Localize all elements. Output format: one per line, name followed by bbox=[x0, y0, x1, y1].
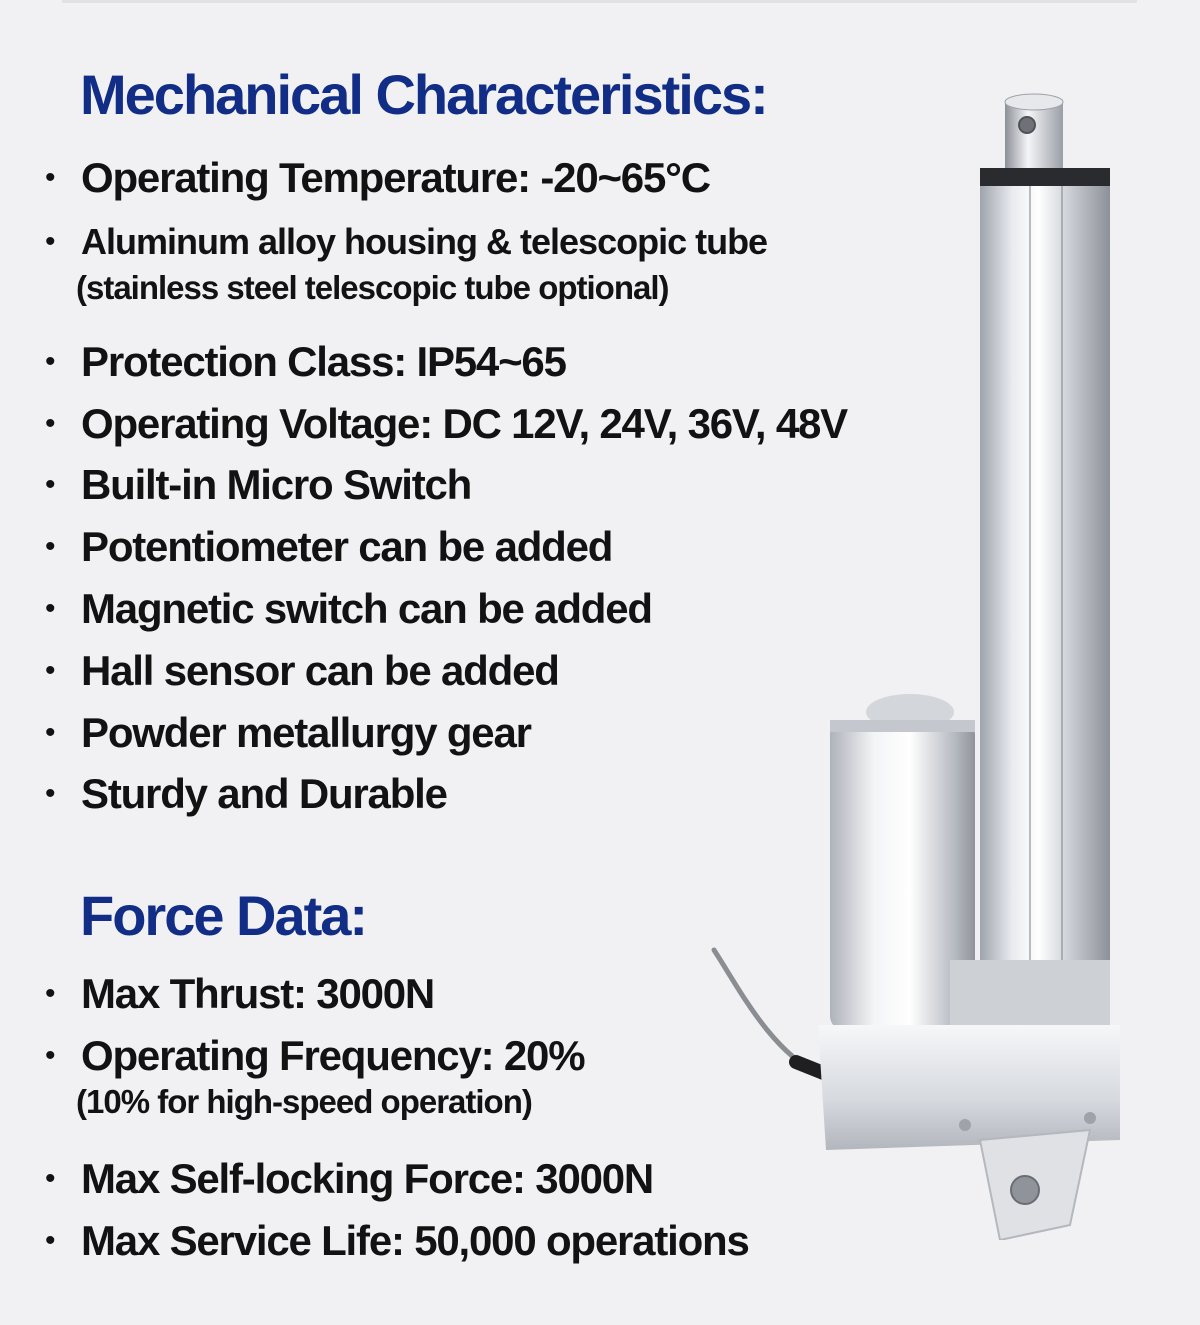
mechanical-heading: Mechanical Characteristics: bbox=[80, 63, 767, 126]
mechanical-item-protection bbox=[45, 340, 566, 384]
item-text: Operating Voltage: DC 12V, 24V, 36V, 48V bbox=[81, 400, 847, 447]
mechanical-item-hall-sensor bbox=[45, 649, 559, 693]
bullet: • bbox=[45, 407, 56, 440]
mechanical-item-temperature bbox=[45, 156, 710, 200]
mechanical-item-magnetic-switch bbox=[45, 587, 652, 631]
bullet: • bbox=[45, 777, 56, 810]
force-item-self-locking bbox=[45, 1157, 653, 1201]
mechanical-item-potentiometer bbox=[45, 525, 612, 569]
mechanical-item-durable bbox=[45, 772, 447, 816]
item-text: Max Self-locking Force: 3000N bbox=[81, 1155, 654, 1202]
item-text: Protection Class: IP54~65 bbox=[81, 338, 566, 385]
outer-tube bbox=[980, 168, 1110, 1026]
bullet: • bbox=[45, 1224, 56, 1257]
bullet: • bbox=[45, 1162, 56, 1195]
item-text: Max Service Life: 50,000 operations bbox=[81, 1217, 749, 1264]
bullet: • bbox=[45, 345, 56, 378]
mechanical-item-housing bbox=[45, 220, 767, 308]
item-text: Built-in Micro Switch bbox=[81, 461, 472, 508]
bullet: • bbox=[45, 654, 56, 687]
linear-actuator-photo bbox=[700, 90, 1140, 1240]
bullet: • bbox=[45, 592, 56, 625]
bullet: • bbox=[45, 530, 56, 563]
force-item-frequency bbox=[45, 1034, 584, 1122]
item-text: Powder metallurgy gear bbox=[81, 709, 531, 756]
item-text: Hall sensor can be added bbox=[81, 647, 559, 694]
force-item-service-life bbox=[45, 1219, 749, 1263]
bullet: • bbox=[45, 161, 56, 194]
top-divider bbox=[62, 0, 1137, 3]
mechanical-item-gear bbox=[45, 711, 531, 755]
item-text: Operating Frequency: 20% bbox=[81, 1032, 585, 1079]
bullet: • bbox=[45, 225, 56, 258]
item-text: Sturdy and Durable bbox=[81, 770, 447, 817]
item-text: Aluminum alloy housing & telescopic tube bbox=[81, 221, 768, 262]
item-text: Max Thrust: 3000N bbox=[81, 970, 435, 1017]
force-item-max-thrust bbox=[45, 972, 434, 1016]
item-subnote: (stainless steel telescopic tube optional) bbox=[76, 269, 669, 306]
force-heading: Force Data: bbox=[80, 884, 367, 947]
item-subnote: (10% for high-speed operation) bbox=[76, 1083, 532, 1120]
bullet: • bbox=[45, 716, 56, 749]
mechanical-item-micro-switch bbox=[45, 463, 471, 507]
bullet: • bbox=[45, 1039, 56, 1072]
bullet: • bbox=[45, 977, 56, 1010]
item-text: Potentiometer can be added bbox=[81, 523, 613, 570]
bullet: • bbox=[45, 468, 56, 501]
item-text: Operating Temperature: -20~65°C bbox=[81, 154, 710, 201]
item-text: Magnetic switch can be added bbox=[81, 585, 652, 632]
extension-rod bbox=[1005, 94, 1063, 172]
